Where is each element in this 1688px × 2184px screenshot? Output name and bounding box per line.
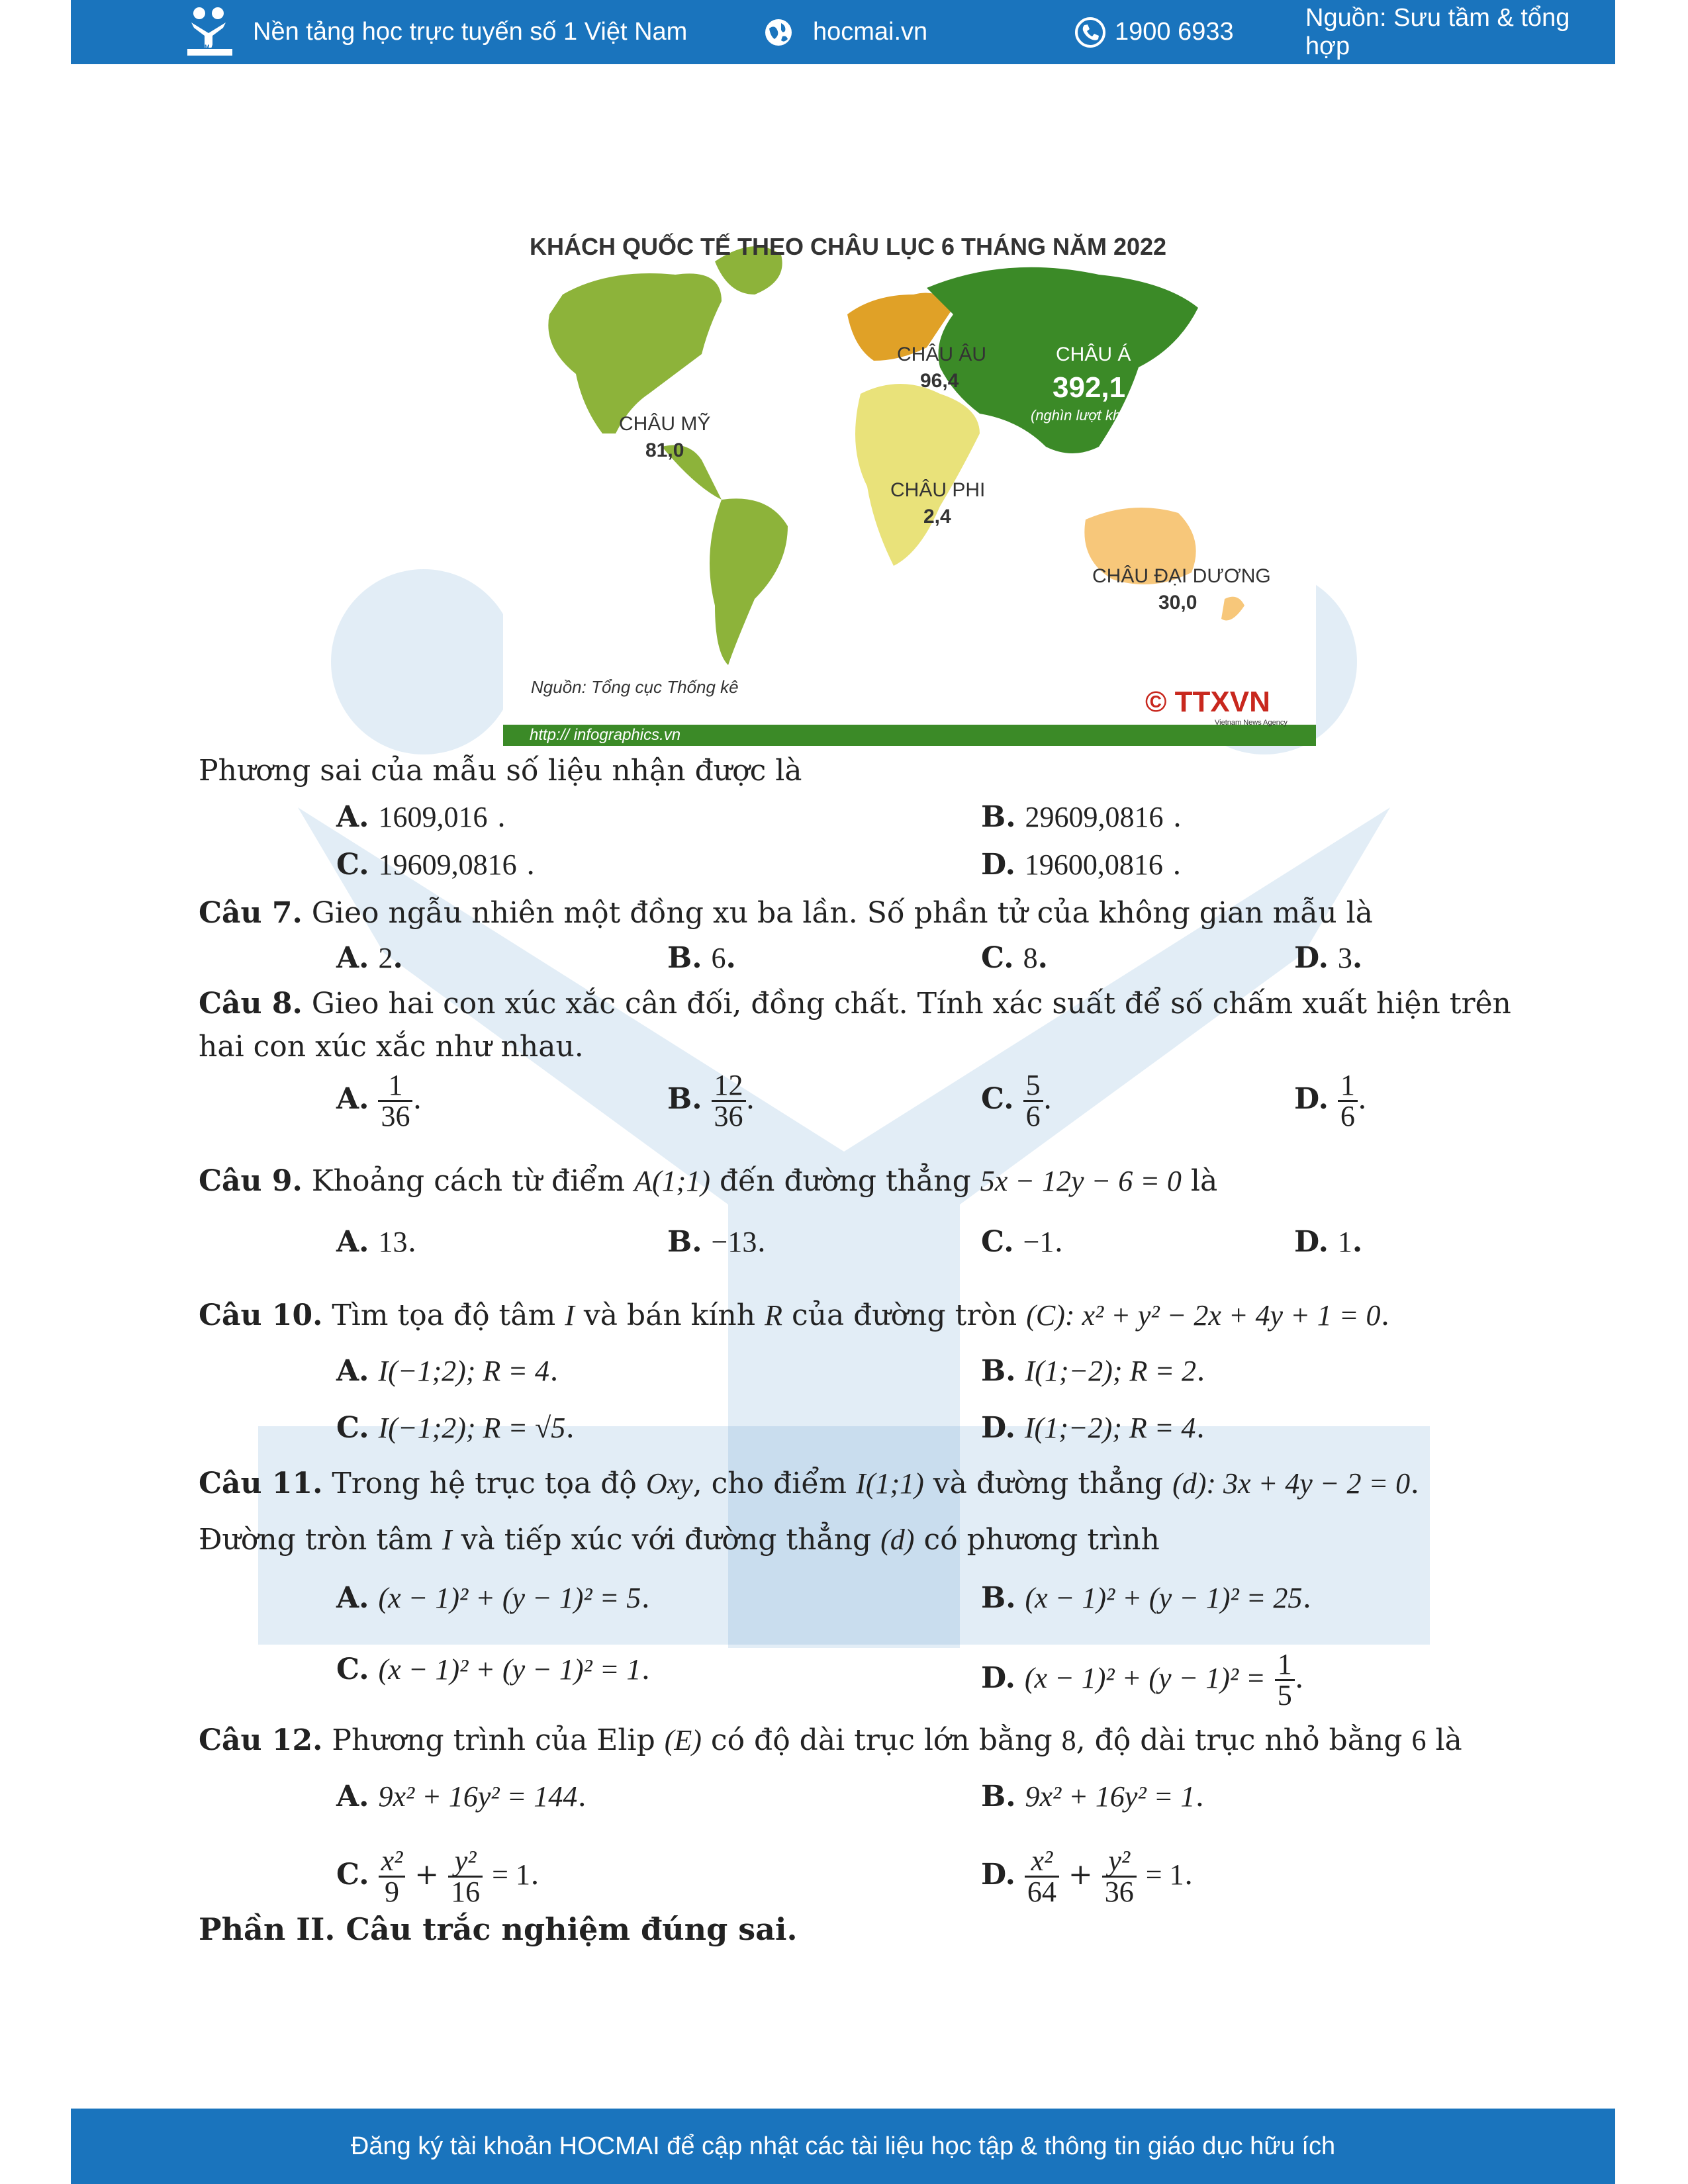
- logo-text: HOCMAI: [187, 44, 220, 50]
- region-name-dd: CHÂU ĐẠI DƯƠNG: [1092, 565, 1271, 587]
- infographic-title: KHÁCH QUỐC TẾ THEO CHÂU LỤC 6 THÁNG NĂM 2022: [530, 233, 1167, 260]
- q6-option-b[interactable]: B. 29609,0816 .: [981, 800, 1182, 834]
- region-name-au: CHÂU ÂU: [897, 343, 987, 365]
- q9-stem: Câu 9. Khoảng cách từ điểm A(1;1) đến đường thẳng 5x − 12y − 6 = 0 là: [199, 1164, 1218, 1198]
- footer-text: Đăng ký tài khoản HOCMAI để cập nhật các tài liệu học tập & thông tin giáo dục hữu ích: [350, 2132, 1336, 2160]
- region-unit: (nghìn lượt khách): [1031, 407, 1149, 424]
- q11-stem-line2: Đường tròn tâm I và tiếp xúc với đường thẳng (d) có phương trình: [199, 1523, 1160, 1557]
- q7-option-d[interactable]: D. 3.: [1294, 941, 1363, 975]
- website-link[interactable]: [763, 0, 927, 64]
- q12-option-d[interactable]: D. $\frac{\text{x²}}{64}$ + $\frac{\text{y²}}{36}$ = 1.: [981, 1844, 1194, 1908]
- agency-logo: © TTXVN: [1145, 686, 1270, 718]
- q10-option-b[interactable]: B. I(1;−2); R = 2.: [981, 1354, 1206, 1388]
- q11-option-c[interactable]: C. (x − 1)² + (y − 1)² = 1.: [336, 1653, 651, 1686]
- q9-option-d[interactable]: D. 1.: [1294, 1225, 1363, 1259]
- q11-stem-line1: Câu 11. Trong hệ trục tọa độ Oxy, cho điểm I(1;1) và đường thẳng (d): 3x + 4y − 2 = 0.: [199, 1467, 1420, 1500]
- q8-option-d[interactable]: D. $\frac{1}{6}$ .: [1294, 1069, 1367, 1132]
- q12-option-b[interactable]: B. 9x² + 16y² = 1.: [981, 1780, 1205, 1813]
- website-text: hocmai.vn: [813, 18, 928, 46]
- agency-sub: Vietnam News Agency: [1215, 719, 1288, 727]
- region-value-a: 392,1: [1053, 371, 1126, 404]
- region-name-phi: CHÂU PHI: [890, 479, 986, 501]
- q8-option-a[interactable]: A. $\frac{1}{36}$ .: [336, 1069, 422, 1132]
- infographic-source: Nguồn: Tổng cục Thống kê: [531, 677, 739, 697]
- globe-icon: [763, 17, 794, 48]
- q6-option-d[interactable]: D. 19600,0816 .: [981, 848, 1182, 882]
- phone-icon: [1074, 16, 1107, 49]
- phone-link[interactable]: [1074, 0, 1234, 64]
- q11-option-d[interactable]: D. (x − 1)² + (y − 1)² = $\frac{1}{5}$ .: [981, 1648, 1304, 1711]
- region-value-my: 81,0: [645, 439, 684, 461]
- header-bar: [71, 0, 1615, 64]
- q7-option-c[interactable]: C. 8.: [981, 941, 1048, 975]
- region-name-my: CHÂU MỸ: [619, 413, 711, 435]
- source-text: Nguồn: Sưu tầm & tổng hợp: [1305, 3, 1570, 60]
- svg-text:KHÁCH QUỐC TẾ THEO CHÂU LỤC 6: [530, 232, 1166, 260]
- q9-option-b[interactable]: B. −13.: [667, 1225, 767, 1259]
- q6-option-a[interactable]: A. 1609,016 .: [336, 800, 506, 834]
- q7-option-b[interactable]: B. 6.: [667, 941, 736, 975]
- q8-option-b[interactable]: B. $\frac{12}{36}$ .: [667, 1069, 755, 1132]
- q11-option-a[interactable]: A. (x − 1)² + (y − 1)² = 5.: [336, 1581, 651, 1615]
- phone-text: 1900 6933: [1115, 18, 1234, 46]
- footer-bar[interactable]: [71, 2109, 1615, 2184]
- tourism-infographic: [503, 195, 1316, 746]
- brand-tagline: Nền tảng học trực tuyến số 1 Việt Nam: [253, 18, 688, 46]
- q11-option-b[interactable]: B. (x − 1)² + (y − 1)² = 25.: [981, 1581, 1312, 1615]
- q12-option-c[interactable]: C. $\frac{\text{x²}}{9}$ + $\frac{\text{y²}}{16}$ = 1.: [336, 1844, 539, 1908]
- q10-option-a[interactable]: A. I(−1;2); R = 4.: [336, 1354, 559, 1388]
- infographic-url: http:// infographics.vn: [530, 726, 681, 744]
- q8-stem-line2: hai con xúc xắc như nhau.: [199, 1030, 584, 1064]
- q10-option-d[interactable]: D. I(1;−2); R = 4.: [981, 1411, 1205, 1445]
- region-value-phi: 2,4: [923, 506, 951, 527]
- q6-stem: Phương sai của mẫu số liệu nhận được là: [199, 754, 802, 788]
- q8-option-c[interactable]: C. $\frac{5}{6}$ .: [981, 1069, 1053, 1132]
- part-two-heading: Phần II. Câu trắc nghiệm đúng sai.: [199, 1911, 798, 1947]
- q9-option-a[interactable]: A. 13.: [336, 1225, 417, 1259]
- q10-stem: Câu 10. Tìm tọa độ tâm I và bán kính R của đường tròn (C): x² + y² − 2x + 4y + 1 = 0.: [199, 1298, 1390, 1332]
- q10-option-c[interactable]: C. I(−1;2); R = √5.: [336, 1411, 575, 1445]
- region-value-dd: 30,0: [1158, 592, 1197, 614]
- q7-option-a[interactable]: A. 2.: [336, 941, 403, 975]
- region-value-au: 96,4: [920, 370, 959, 392]
- world-map: [503, 195, 1316, 746]
- q6-option-c[interactable]: C. 19609,0816 .: [336, 848, 536, 882]
- q12-stem: Câu 12. Phương trình của Elip (E) có độ dài trục lớn bằng 8, độ dài trục nhỏ bằng 6 là: [199, 1723, 1462, 1757]
- q8-stem-line1: Câu 8. Gieo hai con xúc xắc cân đối, đồng chất. Tính xác suất để số chấm xuất hiện trên: [199, 987, 1511, 1021]
- q12-option-a[interactable]: A. 9x² + 16y² = 144.: [336, 1780, 587, 1813]
- region-name-a: CHÂU Á: [1056, 343, 1131, 365]
- q7-stem: Câu 7. Gieo ngẫu nhiên một đồng xu ba lần. Số phần tử của không gian mẫu là: [199, 896, 1373, 930]
- q9-option-c[interactable]: C. −1.: [981, 1225, 1064, 1259]
